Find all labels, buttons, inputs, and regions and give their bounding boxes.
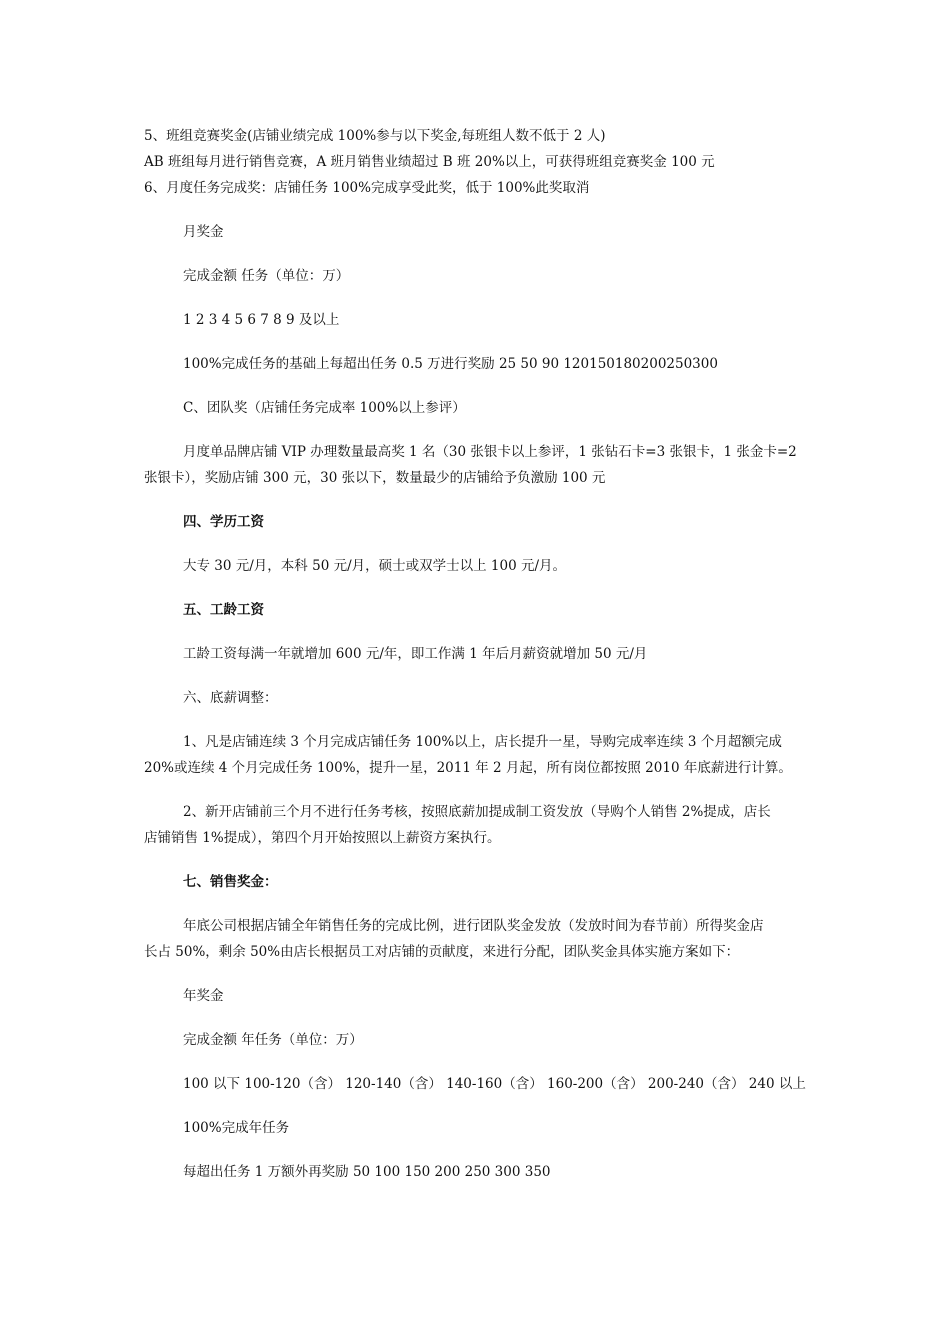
text-line-adjustment-2a: 2、新开店铺前三个月不进行任务考核，按照底薪加提成制工资发放（导购个人销售 2%提成，店长 <box>183 804 771 820</box>
text-line-adjustment-2b: 店铺销售 1%提成），第四个月开始按照以上薪资方案执行。 <box>144 830 501 846</box>
text-line-sales-bonus-2: 长占 50%，剩余 50%由店长根据员工对店铺的贡献度，来进行分配，团队奖金具体实施方案如下： <box>144 944 740 960</box>
text-line-team-award: C、团队奖（店铺任务完成率 100%以上参评） <box>183 400 466 416</box>
text-line-adjustment-1b: 20%或连续 4 个月完成任务 100%，提升一星，2011 年 2 月起，所有岗位都按照 2010 年底薪进行计算。 <box>144 760 792 776</box>
text-line-annual-bonus: 年奖金 <box>183 988 224 1004</box>
text-line-education-pay: 大专 30 元/月，本科 50 元/月，硕士或双学士以上 100 元/月。 <box>183 558 567 574</box>
text-line-vip-award-2: 张银卡），奖励店铺 300 元，30 张以下，数量最少的店铺给予负激励 100 元 <box>144 470 606 486</box>
section-heading-seniority-pay: 五、工龄工资 <box>183 602 264 618</box>
text-line-monthly-bonus: 月奖金 <box>183 224 224 240</box>
text-line-adjustment-1a: 1、凡是店铺连续 3 个月完成店铺任务 100%以上，店长提升一星，导购完成率连续 3 个月超额完成 <box>183 734 782 750</box>
text-line-team-bonus-heading: 5、班组竞赛奖金(店铺业绩完成 100%参与以下奖金,每班组人数不低于 2 人) <box>144 128 606 144</box>
text-line-annual-complete: 100%完成年任务 <box>183 1120 290 1136</box>
text-line-monthly-bonus-values: 100%完成任务的基础上每超出任务 0.5 万进行奖励 25 50 90 120150180200250300 <box>183 356 718 372</box>
section-heading-sales-bonus: 七、销售奖金： <box>183 874 278 890</box>
section-heading-education-pay: 四、学历工资 <box>183 514 264 530</box>
text-line-monthly-task-award: 6、月度任务完成奖：店铺任务 100%完成享受此奖，低于 100%此奖取消 <box>144 180 590 196</box>
text-line-team-competition: AB 班组每月进行销售竞赛，A 班月销售业绩超过 B 班 20%以上，可获得班组竞赛奖金 100 元 <box>144 154 715 170</box>
text-line-annual-ranges: 100 以下 100-120（含） 120-140（含） 140-160（含） 160-200（含） 200-240（含） 240 以上 <box>183 1076 806 1092</box>
text-line-annual-amount-task-unit: 完成金额 年任务（单位：万） <box>183 1032 363 1048</box>
text-line-amount-task-unit: 完成金额 任务（单位：万） <box>183 268 350 284</box>
text-line-vip-award-1: 月度单品牌店铺 VIP 办理数量最高奖 1 名（30 张银卡以上参评，1 张钻石卡=3 张银卡，1 张金卡=2 <box>183 444 797 460</box>
text-line-sales-bonus-1: 年底公司根据店铺全年销售任务的完成比例，进行团队奖金发放（发放时间为春节前）所得奖金店 <box>183 918 764 934</box>
text-line-task-levels: 1 2 3 4 5 6 7 8 9 及以上 <box>183 312 340 328</box>
text-line-annual-extra-bonus: 每超出任务 1 万额外再奖励 50 100 150 200 250 300 350 <box>183 1164 551 1180</box>
text-line-seniority-pay: 工龄工资每满一年就增加 600 元/年，即工作满 1 年后月薪资就增加 50 元/月 <box>183 646 648 662</box>
section-heading-base-pay-adjustment: 六、底薪调整： <box>183 690 278 706</box>
